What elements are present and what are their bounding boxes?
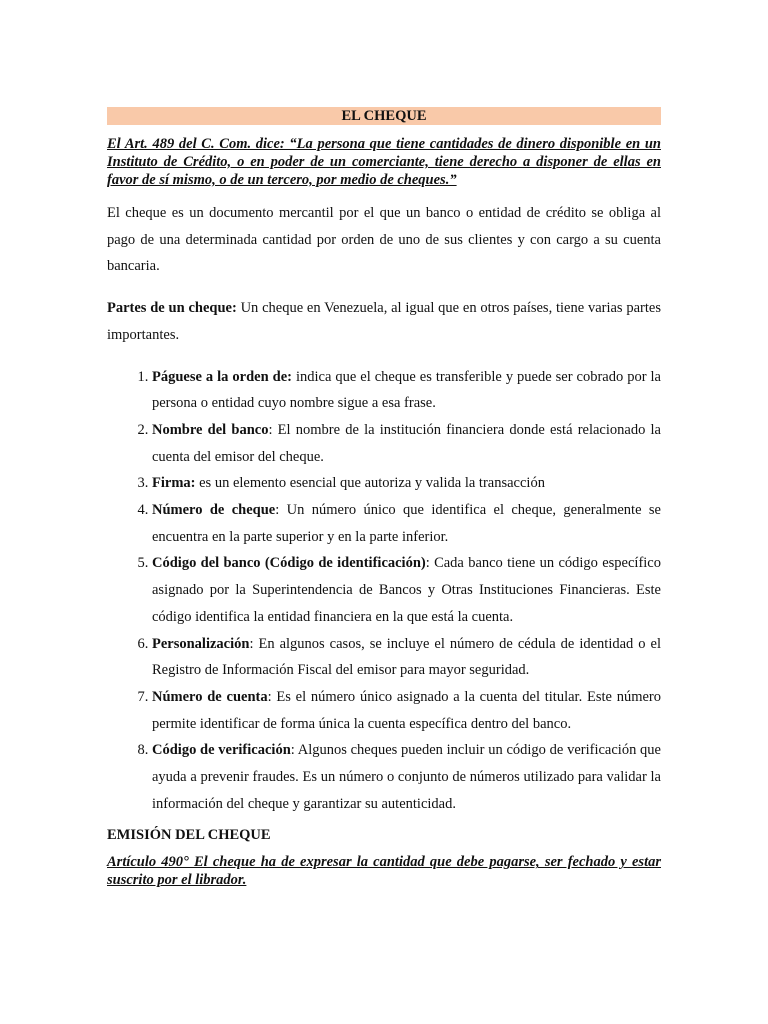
list-item [152,684,661,737]
list-item [152,470,661,497]
cheque-definition: El cheque es un documento mercantil por el que un banco o entidad de crédito se obliga al pago de una determinada cantidad por orden de uno de sus clientes y con cargo a su cuenta bancaria. [107,205,661,275]
list-item [152,737,661,817]
list-item [152,364,661,417]
part-description: indica que el cheque es transferible y puede ser cobrado por la persona o entidad cuyo nombre sigue a esa frase. [152,368,661,412]
part-term: Firma: [152,475,196,492]
part-term: Páguese a la orden de: [152,368,292,385]
part-description: : Un número único que identifica el cheque, generalmente se encuentra en la parte superior y en la parte inferior. [152,502,661,545]
document-title: EL CHEQUE [107,107,661,125]
part-description: : Cada banco tiene un código específico asignado por la Superintendencia de Bancos y Otras Instituciones Financieras. Este código identifica la entidad financiera en la que está la cuenta. [152,555,661,625]
parts-intro-text: Un cheque en Venezuela, al igual que en otros países, tiene varias partes importantes. [107,300,661,343]
part-description: : Es el número único asignado a la cuenta del titular. Este número permite identificar de forma única la cuenta específica dentro del banco. [152,688,661,732]
parts-intro [107,295,661,348]
list-item [152,631,661,684]
part-description: : El nombre de la institución financiera donde está relacionado la cuenta del emisor del cheque. [152,421,661,465]
part-description: : En algunos casos, se incluye el número de cédula de identidad o el Registro de Información Fiscal del emisor para mayor seguridad. [152,635,661,679]
document-page [107,107,661,889]
part-description: : Algunos cheques pueden incluir un código de verificación que ayuda a prevenir fraudes. Es un número o conjunto de números utilizado para validar la información del cheque y garantizar su autenticidad. [152,742,661,812]
part-term: Número de cheque [152,502,276,519]
section-heading: EMISIÓN DEL CHEQUE [107,827,271,844]
part-term: Número de cuenta [152,688,268,705]
part-term: Nombre del banco [152,421,269,438]
list-item [152,497,661,550]
list-item [152,417,661,470]
part-description: es un elemento esencial que autoriza y valida la transacción [195,475,545,492]
cheque-parts-list [107,364,661,818]
parts-intro-label: Partes de un cheque: [107,300,237,317]
article-489-quote: El Art. 489 del C. Com. dice: “La persona que tiene cantidades de dinero disponible en un Instituto de Crédito, o en poder de un comerciante, tiene derecho a disponer de ellas en favor de sí mismo, o de un tercero, por medio de cheques.” [107,136,661,188]
list-item [152,550,661,630]
article-490-text: Artículo 490° El cheque ha de expresar la cantidad que debe pagarse, ser fechado y estar suscrito por el librador. [107,854,661,889]
part-term: Código del banco (Código de identificación) [152,555,426,572]
part-term: Código de verificación [152,742,291,759]
part-term: Personalización [152,635,250,652]
